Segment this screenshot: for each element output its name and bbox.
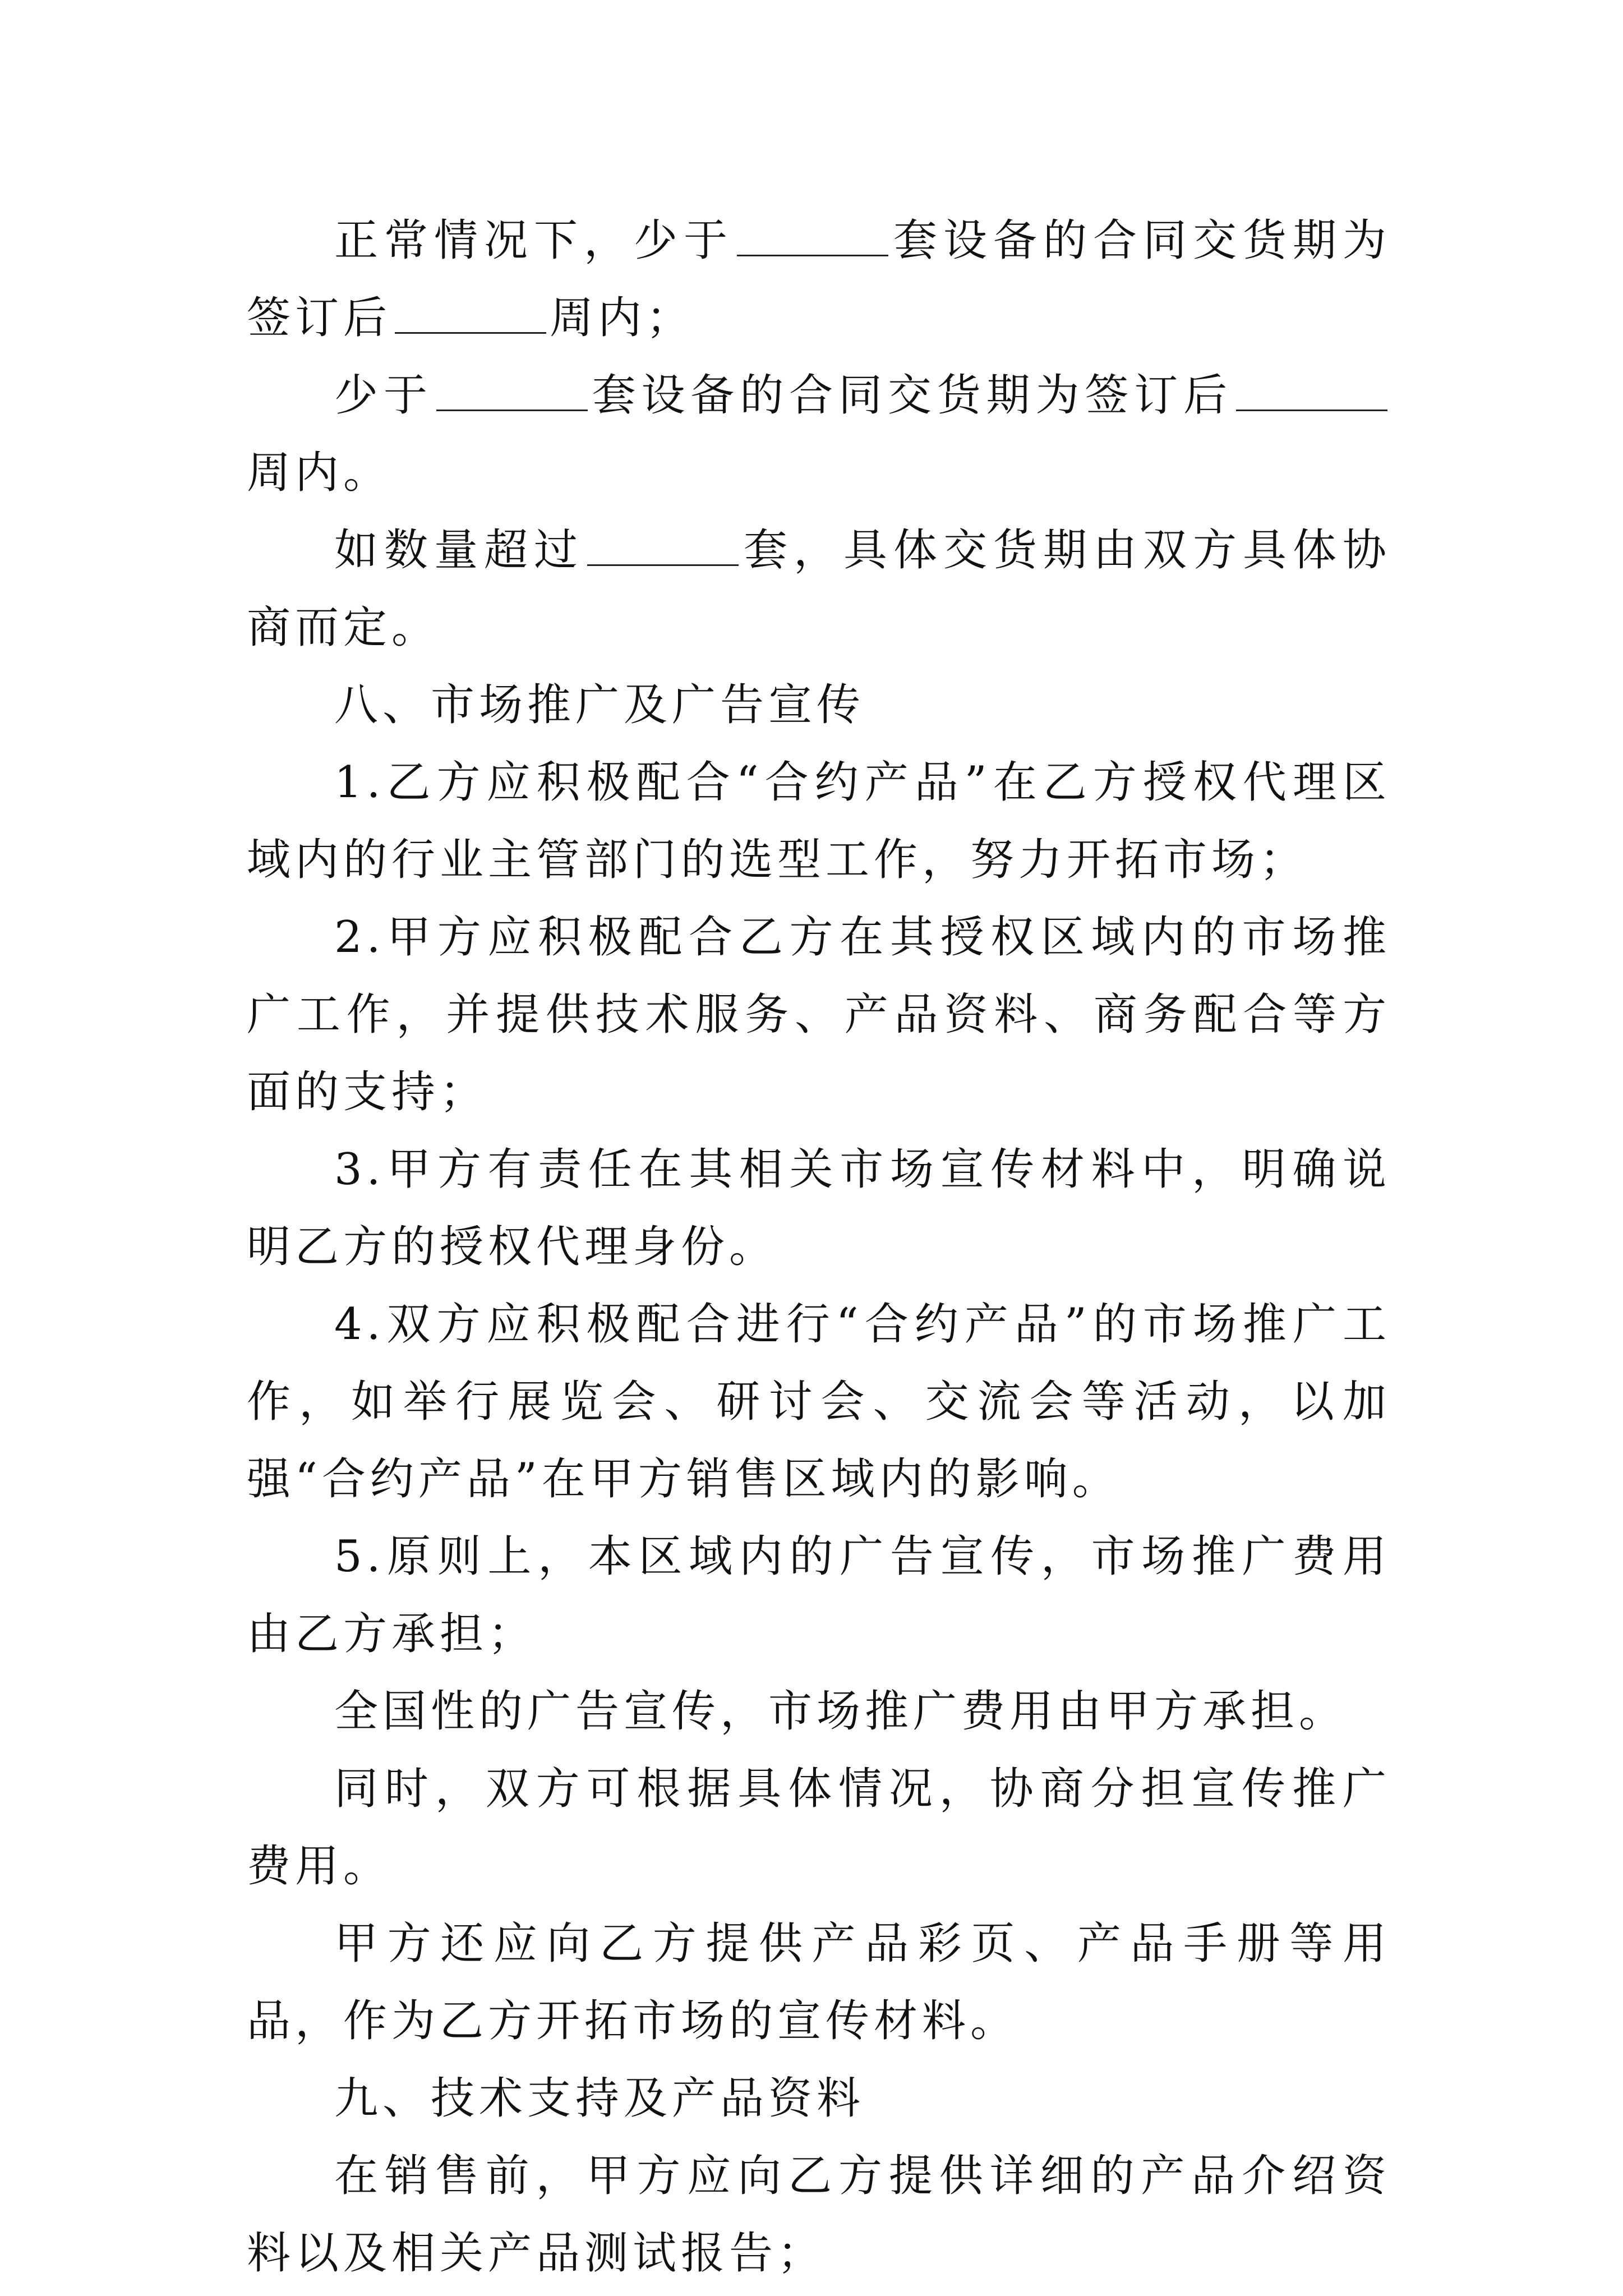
text-segment: 少于: [334, 370, 433, 421]
paragraph-shared-costs: 同时，双方可根据具体情况，协商分担宣传推广费用。: [247, 1764, 1391, 1892]
blank-field: [1236, 370, 1387, 411]
paragraph-item-1: 1.乙方应积极配合“合约产品”在乙方授权代理区域内的行业主管部门的选型工作，努力开拓市场；: [247, 757, 1391, 885]
text-segment: 周内；: [550, 293, 695, 343]
text-segment: 如数量超过: [334, 525, 584, 576]
text-segment: 正常情况下，少于: [334, 215, 734, 266]
paragraph-item-3: 3.甲方有责任在其相关市场宣传材料中，明确说明乙方的授权代理身份。: [247, 1144, 1391, 1272]
document-page: [247, 202, 1391, 2292]
section-heading-8: 八、市场推广及广告宣传: [334, 680, 865, 730]
paragraph-delivery-normal: [247, 202, 1391, 357]
paragraph-delivery-less: [247, 357, 1391, 512]
paragraph-national-ads: 全国性的广告宣传，市场推广费用由甲方承担。: [334, 1686, 1348, 1737]
text-segment: 套设备的合同交货期为签订后: [591, 370, 1233, 421]
paragraph-item-5: 5.原则上，本区域内的广告宣传，市场推广费用由乙方承担；: [247, 1531, 1391, 1659]
section-heading-9: 九、技术支持及产品资料: [334, 2073, 865, 2124]
paragraph-materials: 甲方还应向乙方提供产品彩页、产品手册等用品，作为乙方开拓市场的宣传材料。: [247, 1918, 1391, 2046]
paragraph-delivery-exceed: [247, 512, 1391, 666]
blank-field: [436, 370, 588, 411]
blank-field: [587, 525, 739, 566]
paragraph-item-2: 2.甲方应积极配合乙方在其授权区域内的市场推广工作，并提供技术服务、产品资料、商务配合等方面的支持；: [247, 912, 1391, 1117]
blank-field: [395, 293, 546, 334]
text-segment: 周内。: [247, 448, 392, 498]
blank-field: [737, 215, 888, 256]
paragraph-item-4: 4.双方应积极配合进行“合约产品”的市场推广工作，如举行展览会、研讨会、交流会等活动，以加强“合约产品”在甲方销售区域内的影响。: [247, 1299, 1391, 1504]
paragraph-presale-info: 在销售前，甲方应向乙方提供详细的产品介绍资料以及相关产品测试报告；: [247, 2151, 1391, 2279]
text-segment: 套设备的合同交货期为签订后: [247, 215, 1391, 343]
text-segment: 套，具体交货期由双方具体协商而定。: [247, 525, 1391, 653]
